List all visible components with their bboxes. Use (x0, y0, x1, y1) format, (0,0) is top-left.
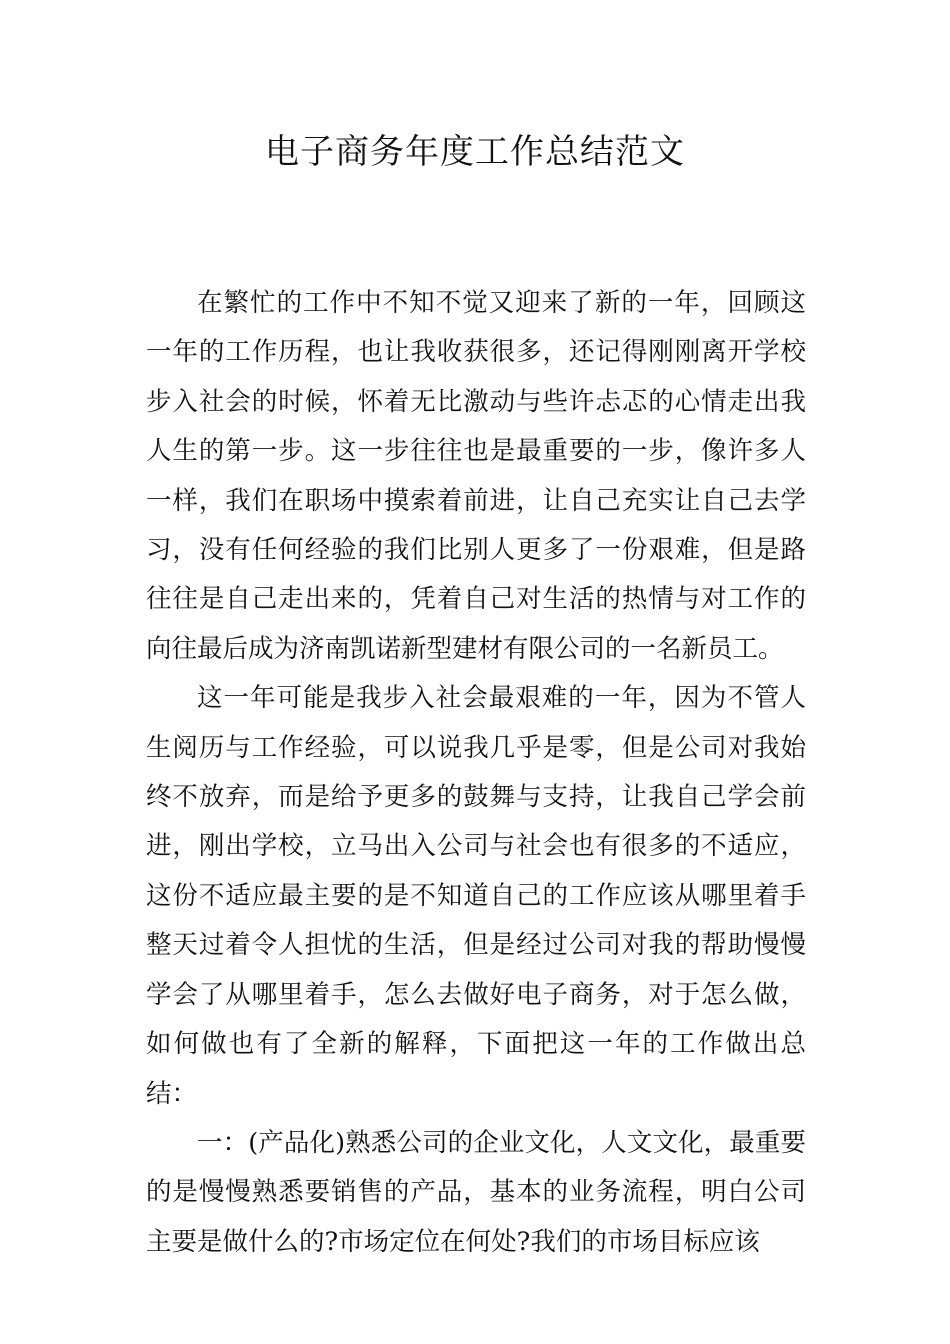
document-title: 电子商务年度工作总结范文 (265, 132, 685, 172)
paragraph-section-one: 一：(产品化)熟悉公司的企业文化，人文文化，最重要的是慢慢熟悉要销售的产品，基本的业务流程，明白公司主要是做什么的?市场定位在何处?我们的市场目标应该 (146, 1127, 806, 1257)
document-body (146, 279, 806, 1267)
paragraph-intro: 在繁忙的工作中不知不觉又迎来了新的一年，回顾这一年的工作历程，也让我收获很多，还记得刚刚离开学校步入社会的时候，怀着无比激动与些许忐忑的心情走出我人生的第一步。这一步往往也是最重要的一步，像许多人一样，我们在职场中摸索着前进，让自己充实让自己去学习，没有任何经验的我们比别人更多了一份艰难，但是路往往是自己走出来的，凭着自己对生活的热情与对工作的向往最后成为济南凯诺新型建材有限公司的一名新员工。 (146, 288, 806, 664)
paragraph-first-year: 这一年可能是我步入社会最艰难的一年，因为不管人生阅历与工作经验，可以说我几乎是零，但是公司对我始终不放弃，而是给予更多的鼓舞与支持，让我自己学会前进，刚出学校，立马出入公司与社会也有很多的不适应，这份不适应最主要的是不知道自己的工作应该从哪里着手整天过着令人担忧的生活，但是经过公司对我的帮助慢慢学会了从哪里着手，怎么去做好电子商务，对于怎么做，如何做也有了全新的解释，下面把这一年的工作做出总结： (146, 683, 806, 1109)
